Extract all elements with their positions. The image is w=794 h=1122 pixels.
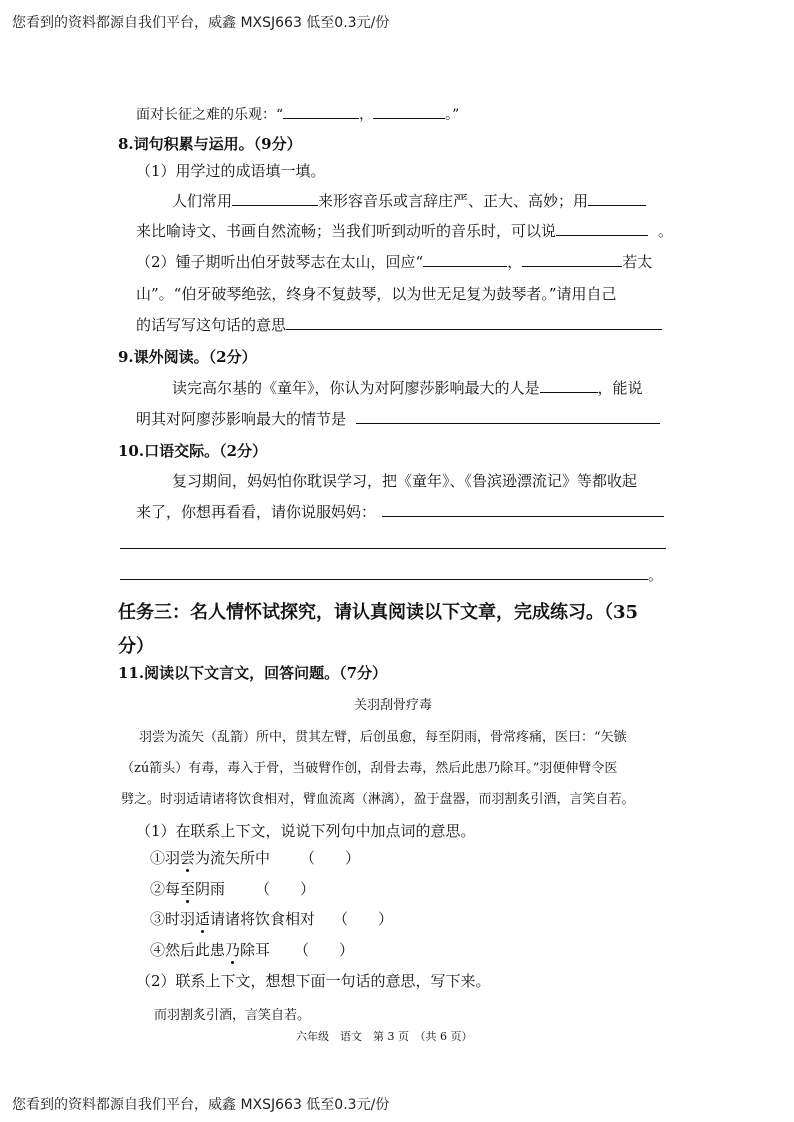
q11-item-1	[150, 847, 360, 868]
answer-blank[interactable]	[283, 104, 359, 119]
text: 人们常用	[172, 192, 233, 210]
q10-heading: 10.口语交际。（2分）	[118, 442, 268, 460]
q11-sub2-label: （2）联系上下文，想想下面一句话的意思，写下来。	[136, 972, 491, 990]
answer-blank[interactable]	[232, 191, 318, 206]
passage-line-3: 劈之。时羽适请诸将饮食相对，臂血流离（淋漓），盈于盘器，而羽割炙引酒，言笑自若。	[121, 792, 635, 807]
text: 来了，你想再看看，请你说服妈妈：	[136, 503, 377, 521]
text: 除耳	[240, 941, 271, 959]
answer-blank[interactable]	[588, 191, 646, 206]
q10-end-mark: 。	[648, 566, 664, 584]
text: ③时羽	[150, 910, 196, 928]
answer-blank[interactable]	[540, 378, 598, 393]
answer-parens[interactable]: （ ）	[255, 880, 316, 898]
q8-part2-line2: 山”。“伯牙破琴绝弦，终身不复鼓琴，以为世无足复为鼓琴者。”请用自己	[136, 285, 617, 303]
q8-part1-line1	[172, 190, 646, 211]
text: ，	[507, 253, 523, 271]
answer-blank[interactable]	[356, 409, 660, 424]
text: 阴雨	[195, 880, 226, 898]
top-line-prefix: 面对长征之难的乐观：“	[136, 107, 284, 123]
answer-blank[interactable]	[423, 252, 507, 267]
q8-heading: 8.词句积累与运用。（9分）	[118, 135, 302, 153]
text: 来比喻诗文、书画自然流畅；当我们听到动听的音乐时，可以说	[136, 222, 557, 240]
passage-title: 关羽刮骨疗毒	[354, 698, 433, 713]
q9-line1	[172, 377, 643, 398]
text: 来形容音乐或言辞庄严、正大、高妙；用	[318, 192, 589, 210]
watermark-top: 您看到的资料都源自我们平台，威鑫 MXSJ663 低至0.3元/份	[12, 15, 390, 31]
watermark-bottom: 您看到的资料都源自我们平台，威鑫 MXSJ663 低至0.3元/份	[12, 1097, 390, 1113]
answer-line[interactable]	[120, 548, 666, 549]
q11-item-4	[150, 939, 354, 960]
q8-part2-line1	[136, 251, 652, 272]
text: 。	[658, 222, 674, 240]
q11-item-3	[150, 908, 393, 929]
text: （2）锺子期听出伯牙鼓琴志在太山，回应“	[136, 253, 424, 271]
q9-line2	[136, 408, 660, 429]
text: 的话写写这句话的意思	[136, 316, 287, 334]
passage-line-1: 羽尝为流矢（乱箭）所中，贯其左臂，后创虽愈，每至阴雨，骨常疼痛，医曰：“矢镞	[139, 730, 627, 745]
text: 若太	[622, 253, 653, 271]
passage-line-2: （zú箭头）有毒，毒入于骨，当破臂作创，刮骨去毒，然后此患乃除耳。”羽便伸臂令医	[121, 761, 618, 776]
q8-part2-line3	[136, 314, 662, 335]
text: ①羽	[150, 849, 181, 867]
text: 为流矢所中	[195, 849, 271, 867]
q10-line2	[136, 501, 664, 522]
text: 读完高尔基的《童年》，你认为对阿廖莎影响最大的人是	[172, 379, 540, 397]
top-line-end: 。”	[445, 107, 460, 123]
text: ，能说	[597, 379, 643, 397]
top-line-mid: ，	[359, 107, 374, 123]
q11-sub2-quote: 而羽割炙引酒，言笑自若。	[154, 1008, 311, 1023]
q11-heading: 11.阅读以下文言文，回答问题。（7分）	[118, 664, 388, 682]
text: 明其对阿廖莎影响最大的情节是	[136, 410, 347, 428]
q11-sub1-label: （1）在联系上下文，说说下列句中加点词的意思。	[136, 822, 476, 840]
answer-parens[interactable]: （ ）	[333, 910, 394, 928]
q8-part1-line2	[136, 220, 673, 241]
dotted-word: 乃	[225, 941, 241, 959]
dotted-word: 适	[195, 910, 211, 928]
q11-item-2	[150, 878, 315, 899]
answer-blank[interactable]	[522, 252, 622, 267]
q8-part1-label: （1）用学过的成语填一填。	[136, 162, 326, 180]
text: 请诸将饮食相对	[210, 910, 316, 928]
top-line	[136, 104, 459, 124]
answer-blank[interactable]	[556, 221, 648, 236]
q9-heading: 9.课外阅读。（2分）	[118, 348, 257, 366]
answer-blank[interactable]	[286, 315, 662, 330]
answer-parens[interactable]: （ ）	[300, 849, 361, 867]
dotted-word: 至	[180, 880, 196, 898]
text: ②每	[150, 880, 181, 898]
answer-line[interactable]	[120, 579, 648, 580]
answer-blank[interactable]	[373, 104, 445, 119]
text: ④然后此患	[150, 941, 226, 959]
task3-title-line1: 任务三：名人情怀试探究，请认真阅读以下文章，完成练习。（35	[118, 602, 639, 623]
dotted-word: 尝	[180, 849, 196, 867]
answer-parens[interactable]: （ ）	[294, 941, 355, 959]
task3-title-line2: 分）	[118, 636, 154, 657]
answer-blank[interactable]	[382, 502, 664, 517]
q10-line1: 复习期间，妈妈怕你耽误学习，把《童年》、《鲁滨逊漂流记》等都收起	[172, 472, 638, 490]
page-footer: 六年级 语文 第 3 页 （共 6 页）	[296, 1030, 473, 1043]
